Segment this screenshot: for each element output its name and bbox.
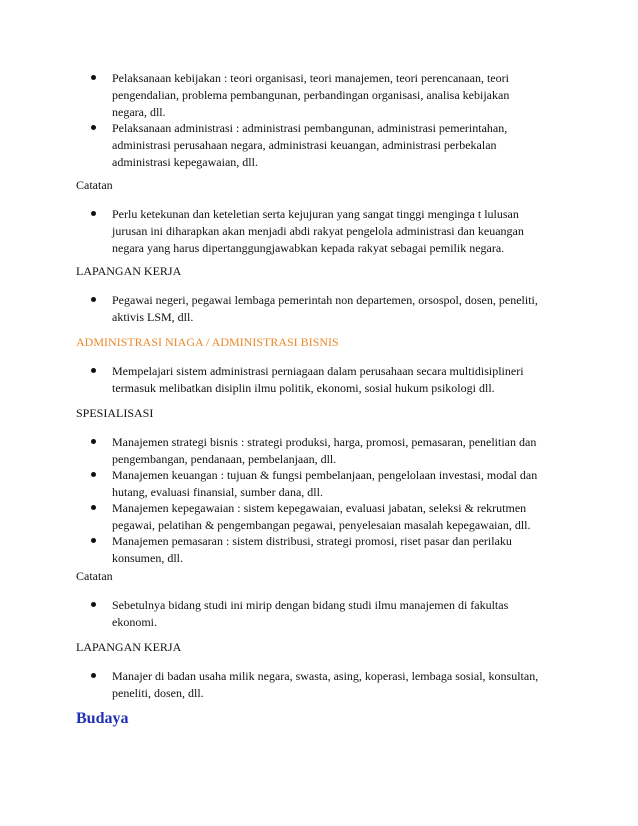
list-item-line: jurusan ini diharapkan akan menjadi abdi rakyat pengelola administrasi dan keuangan xyxy=(112,224,524,238)
list-item-line: Mempelajari sistem administrasi perniagaan dalam perusahaan secara multidisiplineri xyxy=(112,364,524,378)
list-item-line: aktivis LSM, dll. xyxy=(112,310,194,324)
list-item-line: Manajemen keuangan : tujuan & fungsi pembelanjaan, pengelolaan investasi, modal dan xyxy=(112,468,538,482)
list-item-line: Pelaksanaan kebijakan : teori organisasi, teori manajemen, teori perencanaan, teori xyxy=(112,71,509,85)
list-item-line: termasuk melibatkan disiplin ilmu politik, ekonomi, sosial hukum psikologi dll. xyxy=(112,381,495,395)
list-item-line: pengendalian, problema pembangunan, perbandingan organisasi, analisa kebijakan xyxy=(112,88,510,102)
list-item-line: administrasi kepegawaian, dll. xyxy=(112,155,258,169)
list-item-line: pegawai, pelatihan & pengembangan pegawai, penyelesaian masalah kepegawaian, dll. xyxy=(112,518,531,532)
list-item-line: negara yang harus dipertanggungjawabkan kepada rakyat sebagai pemilik negara. xyxy=(112,241,505,255)
list-item-line: Pegawai negeri, pegawai lembaga pemerintah non departemen, orsospol, dosen, peneliti, xyxy=(112,293,538,307)
list-item-line: Manajemen strategi bisnis : strategi produksi, harga, promosi, pemasaran, penelitian dan xyxy=(112,435,537,449)
bullet-icon xyxy=(91,439,96,444)
spesialisasi-heading: SPESIALISASI xyxy=(76,406,154,420)
list-item-line: konsumen, dll. xyxy=(112,551,183,565)
bullet-icon xyxy=(91,505,96,510)
list-item-line: hutang, evaluasi finansial, sumber dana, dll. xyxy=(112,485,323,499)
bullet-icon xyxy=(91,673,96,678)
bullet-icon xyxy=(91,75,96,80)
list-item-line: Manajemen pemasaran : sistem distribusi, strategi promosi, riset pasar dan perilaku xyxy=(112,534,512,548)
list-item-line: Perlu ketekunan dan keteletian serta kejujuran yang sangat tinggi menginga t lulusan xyxy=(112,207,519,221)
list-item-line: ekonomi. xyxy=(112,615,157,629)
budaya-heading: Budaya xyxy=(76,710,129,727)
bullet-icon xyxy=(91,538,96,543)
list-item-line: negara, dll. xyxy=(112,105,166,119)
list-item-line: Sebetulnya bidang studi ini mirip dengan bidang studi ilmu manajemen di fakultas xyxy=(112,598,509,612)
bullet-icon xyxy=(91,368,96,373)
lapangan-kerja-heading: LAPANGAN KERJA xyxy=(76,264,182,278)
bullet-icon xyxy=(91,211,96,216)
bullet-icon xyxy=(91,297,96,302)
list-item-line: pengembangan, pendanaan, pembelanjaan, dll. xyxy=(112,452,337,466)
bullet-icon xyxy=(91,602,96,607)
list-item-line: peneliti, dosen, dll. xyxy=(112,686,204,700)
catatan-heading: Catatan xyxy=(76,569,113,583)
lapangan-kerja-heading: LAPANGAN KERJA xyxy=(76,640,182,654)
catatan-heading: Catatan xyxy=(76,178,113,192)
list-item-line: Manajemen kepegawaian : sistem kepegawaian, evaluasi jabatan, seleksi & rekrutmen xyxy=(112,501,527,515)
list-item-line: administrasi perusahaan negara, administrasi keuangan, administrasi perbekalan xyxy=(112,138,497,152)
bullet-icon xyxy=(91,125,96,130)
bullet-icon xyxy=(91,472,96,477)
administrasi-niaga-heading: ADMINISTRASI NIAGA / ADMINISTRASI BISNIS xyxy=(76,335,339,349)
list-item-line: Pelaksanaan administrasi : administrasi pembangunan, administrasi pemerintahan, xyxy=(112,121,508,135)
list-item-line: Manajer di badan usaha milik negara, swasta, asing, koperasi, lembaga sosial, konsultan, xyxy=(112,669,539,683)
